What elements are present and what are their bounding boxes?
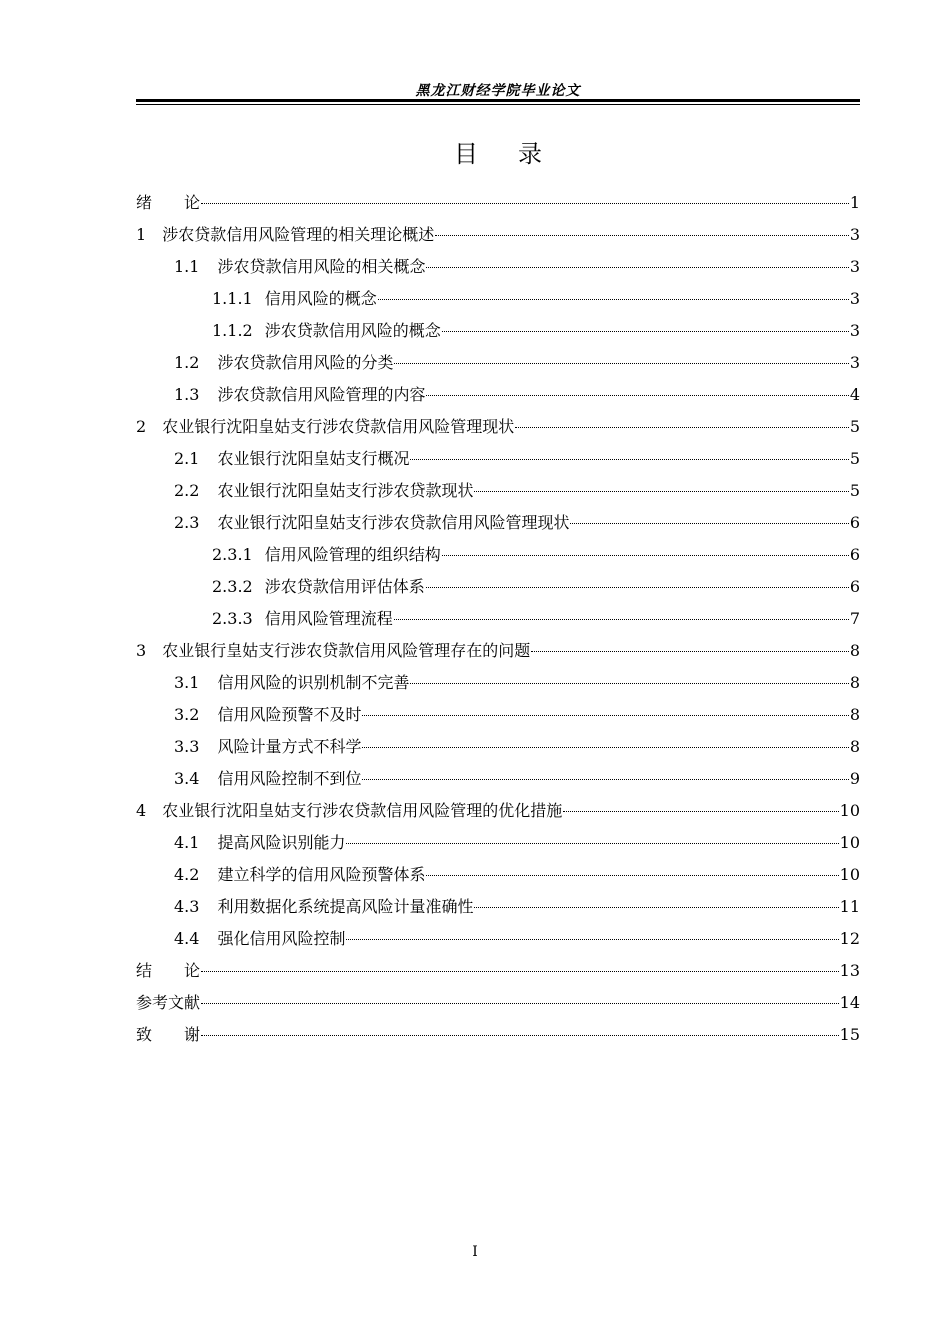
toc-entry-title: 绪 论 bbox=[136, 193, 201, 212]
toc-entry-page: 3 bbox=[849, 321, 860, 340]
toc-entry-title: 信用风险管理的组织结构 bbox=[264, 545, 441, 564]
toc-entry[interactable] bbox=[136, 638, 860, 670]
toc-entry-text bbox=[174, 894, 473, 917]
toc-dot-leader bbox=[442, 555, 849, 556]
toc-dot-leader bbox=[362, 747, 848, 748]
toc-entry-page: 14 bbox=[839, 993, 860, 1012]
toc-entry-page: 10 bbox=[839, 865, 860, 884]
toc-entry[interactable] bbox=[136, 350, 860, 382]
toc-entry[interactable] bbox=[136, 734, 860, 766]
toc-entry-title: 利用数据化系统提高风险计量准确性 bbox=[217, 897, 474, 916]
toc-entry-title: 建立科学的信用风险预警体系 bbox=[217, 865, 426, 884]
toc-entry-text bbox=[212, 606, 393, 629]
toc-dot-leader bbox=[410, 683, 848, 684]
toc-entry-number: 2.3.1 bbox=[212, 545, 253, 564]
toc-entry-page: 8 bbox=[849, 705, 860, 724]
toc-entry[interactable] bbox=[136, 446, 860, 478]
toc-entry[interactable] bbox=[136, 702, 860, 734]
toc-entry[interactable] bbox=[136, 286, 860, 318]
toc-entry-page: 3 bbox=[849, 289, 860, 308]
toc-entry-title: 提高风险识别能力 bbox=[217, 833, 346, 852]
toc-entry-text bbox=[136, 190, 200, 213]
toc-entry[interactable] bbox=[136, 318, 860, 350]
toc-entry-text bbox=[212, 542, 441, 565]
toc-entry-number: 2.2 bbox=[174, 481, 200, 500]
toc-dot-leader bbox=[563, 811, 838, 812]
toc-dot-leader bbox=[201, 1035, 839, 1036]
toc-entry-title: 参考文献 bbox=[136, 993, 201, 1012]
toc-entry[interactable] bbox=[136, 670, 860, 702]
toc-entry[interactable] bbox=[136, 478, 860, 510]
toc-entry-title: 涉农贷款信用评估体系 bbox=[264, 577, 425, 596]
toc-entry-page: 5 bbox=[849, 417, 860, 436]
toc-dot-leader bbox=[515, 427, 849, 428]
toc-entry[interactable] bbox=[136, 510, 860, 542]
toc-entry[interactable] bbox=[136, 926, 860, 958]
toc-dot-leader bbox=[426, 395, 848, 396]
toc-entry-text bbox=[174, 254, 425, 277]
toc-entry-number: 4.3 bbox=[174, 897, 200, 916]
toc-entry-text bbox=[136, 414, 514, 437]
toc-entry-number: 2.1 bbox=[174, 449, 200, 468]
toc-entry-text bbox=[174, 766, 361, 789]
toc-entry-number: 3.4 bbox=[174, 769, 200, 788]
toc-dot-leader bbox=[570, 523, 848, 524]
toc-entry-text bbox=[174, 382, 425, 405]
toc-entry-text bbox=[136, 798, 562, 821]
toc-entry-text bbox=[174, 862, 425, 885]
toc-entry[interactable] bbox=[136, 990, 860, 1022]
toc-entry-title: 农业银行沈阳皇姑支行涉农贷款现状 bbox=[217, 481, 474, 500]
toc-entry[interactable] bbox=[136, 222, 860, 254]
toc-entry[interactable] bbox=[136, 254, 860, 286]
toc-entry-text bbox=[174, 926, 345, 949]
toc-entry-text bbox=[174, 350, 393, 373]
toc-entry-title: 涉农贷款信用风险的概念 bbox=[264, 321, 441, 340]
toc-entry-page: 13 bbox=[839, 961, 860, 980]
toc-entry-page: 12 bbox=[839, 929, 860, 948]
toc-entry-text bbox=[136, 638, 530, 661]
toc-entry-text bbox=[136, 222, 434, 245]
header-rule-thin bbox=[136, 104, 860, 105]
toc-entry-page: 5 bbox=[849, 449, 860, 468]
toc-entry-title: 信用风险管理流程 bbox=[264, 609, 393, 628]
toc-entry-number: 2.3 bbox=[174, 513, 200, 532]
running-header: 黑龙江财经学院毕业论文 bbox=[415, 83, 581, 99]
toc-entry-number: 2.3.3 bbox=[212, 609, 253, 628]
toc-entry[interactable] bbox=[136, 574, 860, 606]
toc-entry-title: 农业银行沈阳皇姑支行涉农贷款信用风险管理的优化措施 bbox=[162, 801, 563, 820]
toc-entry-number: 4 bbox=[136, 801, 147, 820]
toc-entry[interactable] bbox=[136, 190, 860, 222]
toc-entry[interactable] bbox=[136, 766, 860, 798]
toc-entry-text bbox=[174, 478, 473, 501]
toc-entry-number: 1.1 bbox=[174, 257, 200, 276]
toc-entry[interactable] bbox=[136, 862, 860, 894]
toc-entry-title: 涉农贷款信用风险的相关概念 bbox=[217, 257, 426, 276]
toc-entry-page: 1 bbox=[849, 193, 860, 212]
toc-dot-leader bbox=[394, 363, 848, 364]
toc-entry-number: 1.1.1 bbox=[212, 289, 253, 308]
toc-dot-leader bbox=[426, 587, 849, 588]
toc-dot-leader bbox=[474, 907, 838, 908]
toc-entry-text bbox=[136, 990, 200, 1013]
toc-entry[interactable] bbox=[136, 798, 860, 830]
page-number: I bbox=[472, 1244, 478, 1260]
toc-entry-title: 结 论 bbox=[136, 961, 201, 980]
toc-entry[interactable] bbox=[136, 958, 860, 990]
toc-entry-number: 4.2 bbox=[174, 865, 200, 884]
toc-entry-page: 6 bbox=[849, 577, 860, 596]
table-of-contents bbox=[136, 190, 860, 1054]
toc-entry-text bbox=[136, 958, 200, 981]
toc-entry[interactable] bbox=[136, 414, 860, 446]
toc-entry-page: 8 bbox=[849, 673, 860, 692]
page-title: 目录 bbox=[454, 140, 582, 168]
toc-dot-leader bbox=[201, 1003, 839, 1004]
toc-entry-title: 涉农贷款信用风险管理的内容 bbox=[217, 385, 426, 404]
toc-entry-number: 2.3.2 bbox=[212, 577, 253, 596]
toc-entry-number: 3.2 bbox=[174, 705, 200, 724]
toc-entry-page: 4 bbox=[849, 385, 860, 404]
toc-entry-title: 农业银行皇姑支行涉农贷款信用风险管理存在的问题 bbox=[162, 641, 531, 660]
toc-dot-leader bbox=[435, 235, 849, 236]
toc-entry-title: 致 谢 bbox=[136, 1025, 201, 1044]
toc-entry[interactable] bbox=[136, 542, 860, 574]
toc-dot-leader bbox=[201, 971, 839, 972]
toc-entry-text bbox=[136, 1022, 200, 1045]
toc-entry-title: 农业银行沈阳皇姑支行涉农贷款信用风险管理现状 bbox=[162, 417, 515, 436]
toc-entry-page: 15 bbox=[839, 1025, 860, 1044]
toc-entry-title: 农业银行沈阳皇姑支行概况 bbox=[217, 449, 410, 468]
toc-entry-page: 10 bbox=[839, 801, 860, 820]
toc-entry[interactable] bbox=[136, 606, 860, 638]
toc-entry-title: 信用风险的概念 bbox=[264, 289, 377, 308]
toc-dot-leader bbox=[426, 875, 838, 876]
toc-entry-text bbox=[174, 734, 361, 757]
toc-entry-title: 涉农贷款信用风险的分类 bbox=[217, 353, 394, 372]
toc-entry[interactable] bbox=[136, 382, 860, 414]
toc-entry[interactable] bbox=[136, 894, 860, 926]
toc-entry-text bbox=[174, 702, 361, 725]
toc-dot-leader bbox=[378, 299, 849, 300]
toc-entry-page: 3 bbox=[849, 225, 860, 244]
toc-entry-text bbox=[212, 318, 441, 341]
toc-dot-leader bbox=[346, 939, 838, 940]
toc-entry-page: 9 bbox=[849, 769, 860, 788]
toc-entry-title: 信用风险控制不到位 bbox=[217, 769, 362, 788]
toc-dot-leader bbox=[531, 651, 849, 652]
toc-entry-page: 5 bbox=[849, 481, 860, 500]
toc-dot-leader bbox=[410, 459, 848, 460]
toc-dot-leader bbox=[362, 779, 848, 780]
toc-dot-leader bbox=[426, 267, 848, 268]
header-rule-thick bbox=[136, 99, 860, 102]
toc-entry-text bbox=[174, 510, 569, 533]
toc-entry-page: 6 bbox=[849, 545, 860, 564]
toc-entry-number: 4.4 bbox=[174, 929, 200, 948]
toc-entry-page: 11 bbox=[839, 897, 860, 916]
toc-entry-number: 3.3 bbox=[174, 737, 200, 756]
toc-entry-number: 1.1.2 bbox=[212, 321, 253, 340]
toc-entry[interactable] bbox=[136, 1022, 860, 1054]
toc-entry-page: 7 bbox=[849, 609, 860, 628]
toc-entry-title: 信用风险的识别机制不完善 bbox=[217, 673, 410, 692]
toc-entry-number: 1.2 bbox=[174, 353, 200, 372]
toc-entry-text bbox=[212, 574, 425, 597]
toc-dot-leader bbox=[346, 843, 838, 844]
toc-entry-number: 3.1 bbox=[174, 673, 200, 692]
toc-entry-title: 风险计量方式不科学 bbox=[217, 737, 362, 756]
toc-entry-text bbox=[174, 446, 409, 469]
toc-entry-title: 信用风险预警不及时 bbox=[217, 705, 362, 724]
toc-entry[interactable] bbox=[136, 830, 860, 862]
toc-entry-title: 强化信用风险控制 bbox=[217, 929, 346, 948]
toc-dot-leader bbox=[474, 491, 848, 492]
toc-entry-number: 1 bbox=[136, 225, 147, 244]
toc-dot-leader bbox=[442, 331, 849, 332]
toc-entry-page: 6 bbox=[849, 513, 860, 532]
toc-entry-number: 1.3 bbox=[174, 385, 200, 404]
toc-entry-text bbox=[174, 670, 409, 693]
toc-entry-text bbox=[212, 286, 377, 309]
toc-entry-page: 3 bbox=[849, 257, 860, 276]
toc-entry-number: 2 bbox=[136, 417, 147, 436]
toc-entry-number: 3 bbox=[136, 641, 147, 660]
toc-entry-page: 10 bbox=[839, 833, 860, 852]
toc-entry-page: 8 bbox=[849, 641, 860, 660]
toc-dot-leader bbox=[362, 715, 848, 716]
toc-entry-page: 8 bbox=[849, 737, 860, 756]
toc-dot-leader bbox=[394, 619, 849, 620]
toc-entry-title: 涉农贷款信用风险管理的相关理论概述 bbox=[162, 225, 435, 244]
toc-entry-page: 3 bbox=[849, 353, 860, 372]
toc-entry-number: 4.1 bbox=[174, 833, 200, 852]
toc-entry-text bbox=[174, 830, 345, 853]
toc-entry-title: 农业银行沈阳皇姑支行涉农贷款信用风险管理现状 bbox=[217, 513, 570, 532]
toc-dot-leader bbox=[201, 203, 849, 204]
